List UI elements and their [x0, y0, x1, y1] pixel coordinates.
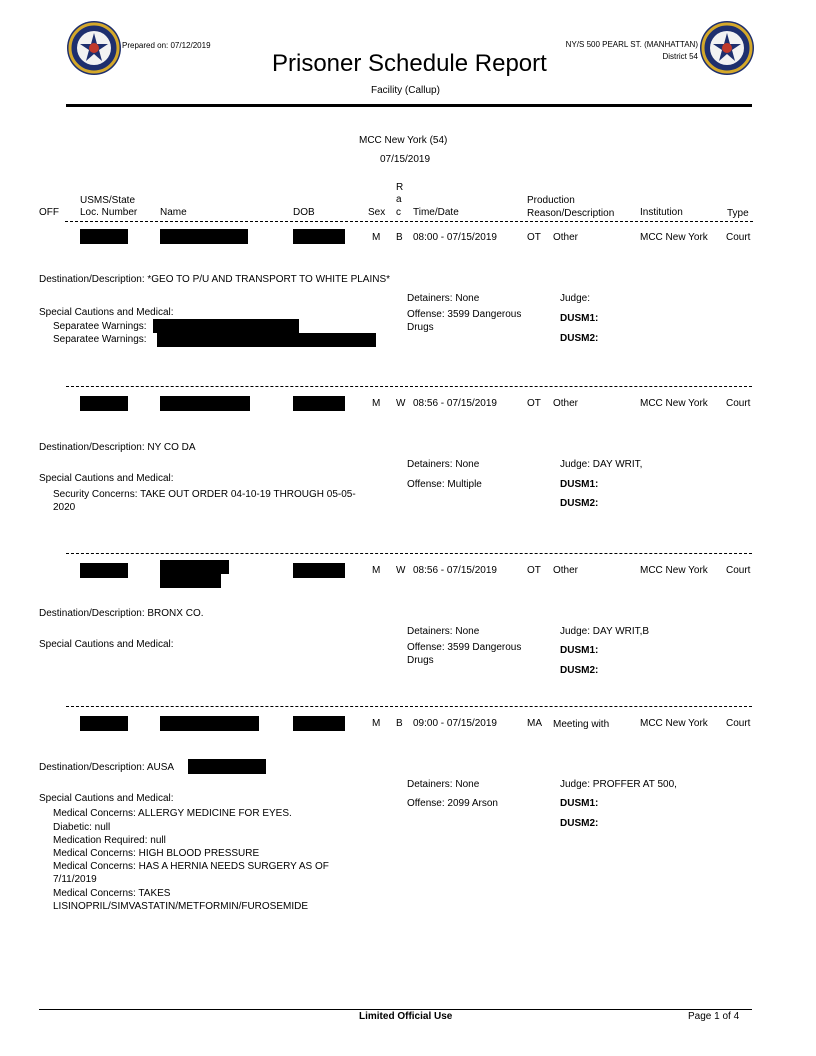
separatee-warnings: Separatee Warnings:: [53, 321, 147, 332]
redacted-loc-number: [80, 716, 128, 731]
redacted-loc-number: [80, 396, 128, 411]
col-race-r: R: [396, 182, 404, 193]
type: Court: [726, 232, 751, 243]
type: Court: [726, 398, 751, 409]
redacted-name: [160, 396, 250, 411]
redacted-dob: [293, 396, 345, 411]
redacted-name: [160, 716, 259, 731]
col-dob: DOB: [293, 207, 315, 218]
report-title: Prisoner Schedule Report: [272, 50, 547, 77]
redacted-ausa-name: [188, 759, 266, 774]
dusm1-label: DUSM1:: [560, 645, 599, 656]
redacted-loc-number: [80, 229, 128, 244]
offense-continued: Drugs: [407, 322, 434, 333]
race: B: [396, 232, 403, 243]
judge: Judge:: [560, 293, 591, 304]
reason: Other: [553, 398, 579, 409]
col-race-a: a: [396, 194, 402, 205]
dusm2-label: DUSM2:: [560, 818, 599, 829]
special-cautions-label: Special Cautions and Medical:: [39, 639, 174, 650]
facility-name: MCC New York (54): [359, 135, 448, 146]
redacted-separatee-2: [157, 333, 376, 347]
medical-concern-continued: 7/11/2019: [53, 874, 97, 885]
type: Court: [726, 565, 751, 576]
medical-concern: Medical Concerns: HIGH BLOOD PRESSURE: [53, 848, 260, 859]
col-loc-number: Loc. Number: [80, 207, 138, 218]
redacted-name: [160, 229, 248, 244]
col-institution: Institution: [640, 207, 683, 218]
medical-concern: Medical Concerns: HAS A HERNIA NEEDS SURGERY AS OF: [53, 861, 329, 872]
dusm2-label: DUSM2:: [560, 498, 599, 509]
destination: Destination/Description: BRONX CO.: [39, 608, 204, 619]
special-cautions-label: Special Cautions and Medical:: [39, 793, 174, 804]
office-address: NY/S 500 PEARL ST. (MANHATTAN): [565, 40, 698, 49]
medical-concern-continued: LISINOPRIL/SIMVASTATIN/METFORMIN/FUROSEMIDE: [53, 901, 309, 912]
col-time-date: Time/Date: [413, 207, 459, 218]
special-cautions-label: Special Cautions and Medical:: [39, 307, 174, 318]
col-off: OFF: [39, 207, 59, 218]
reason: Other: [553, 232, 579, 243]
destination: Destination/Description: AUSA: [39, 762, 175, 773]
detainers: Detainers: None: [407, 626, 480, 637]
col-name: Name: [160, 207, 187, 218]
header-divider: [65, 221, 753, 222]
header-rule: [66, 104, 752, 107]
record-divider: [66, 386, 752, 387]
institution: MCC New York: [640, 718, 708, 729]
redacted-dob: [293, 229, 345, 244]
record-divider: [66, 553, 752, 554]
dusm1-label: DUSM1:: [560, 313, 599, 324]
redacted-name: [160, 560, 229, 574]
race: W: [396, 398, 406, 409]
production-code: OT: [527, 398, 541, 409]
production-code: OT: [527, 232, 541, 243]
time-date: 08:56 - 07/15/2019: [413, 398, 497, 409]
prepared-on: Prepared on: 07/12/2019: [122, 41, 211, 50]
institution: MCC New York: [640, 565, 708, 576]
production-code: MA: [527, 718, 542, 729]
diabetic-note: Diabetic: null: [53, 822, 111, 833]
medication-note: Medication Required: null: [53, 835, 166, 846]
redacted-separatee-1: [153, 319, 299, 333]
col-type: Type: [727, 208, 749, 219]
sex: M: [372, 718, 381, 729]
medical-concern: Medical Concerns: ALLERGY MEDICINE FOR EYES.: [53, 808, 292, 819]
usms-seal-left-icon: [66, 20, 122, 76]
type: Court: [726, 718, 751, 729]
dusm1-label: DUSM1:: [560, 479, 599, 490]
production-code: OT: [527, 565, 541, 576]
institution: MCC New York: [640, 232, 708, 243]
medical-concern: Medical Concerns: TAKES: [53, 888, 171, 899]
record-divider: [66, 706, 752, 707]
redacted-dob: [293, 563, 345, 578]
dusm2-label: DUSM2:: [560, 333, 599, 344]
redacted-name-continued: [160, 574, 221, 588]
redacted-dob: [293, 716, 345, 731]
offense: Offense: 3599 Dangerous: [407, 642, 522, 653]
security-concerns-continued: 2020: [53, 502, 76, 513]
col-race-c: c: [396, 207, 401, 218]
offense: Offense: Multiple: [407, 479, 482, 490]
facility-date: 07/15/2019: [380, 154, 431, 165]
race: W: [396, 565, 406, 576]
race: B: [396, 718, 403, 729]
reason: Meeting with: [553, 719, 610, 730]
page-number: Page 1 of 4: [688, 1011, 740, 1022]
detainers: Detainers: None: [407, 779, 480, 790]
security-concerns: Security Concerns: TAKE OUT ORDER 04-10-19 THROUGH 05-05-: [53, 489, 356, 500]
special-cautions-label: Special Cautions and Medical:: [39, 473, 174, 484]
judge: Judge: PROFFER AT 500,: [560, 779, 677, 790]
destination: Destination/Description: NY CO DA: [39, 442, 196, 453]
offense-continued: Drugs: [407, 655, 434, 666]
usms-seal-right-icon: [699, 20, 755, 76]
district-label: District 54: [662, 52, 698, 61]
offense: Offense: 2099 Arson: [407, 798, 498, 809]
judge: Judge: DAY WRIT,B: [560, 626, 650, 637]
judge: Judge: DAY WRIT,: [560, 459, 643, 470]
col-usms: USMS/State: [80, 195, 136, 206]
col-reason: Reason/Description: [527, 208, 615, 219]
reason: Other: [553, 565, 579, 576]
time-date: 09:00 - 07/15/2019: [413, 718, 497, 729]
sex: M: [372, 232, 381, 243]
time-date: 08:56 - 07/15/2019: [413, 565, 497, 576]
offense: Offense: 3599 Dangerous: [407, 309, 522, 320]
footer-rule: [39, 1009, 752, 1010]
col-production: Production: [527, 195, 575, 206]
redacted-loc-number: [80, 563, 128, 578]
time-date: 08:00 - 07/15/2019: [413, 232, 497, 243]
col-sex: Sex: [368, 207, 386, 218]
sex: M: [372, 565, 381, 576]
dusm1-label: DUSM1:: [560, 798, 599, 809]
destination: Destination/Description: *GEO TO P/U AND TRANSPORT TO WHITE PLAINS*: [39, 274, 391, 285]
detainers: Detainers: None: [407, 293, 480, 304]
institution: MCC New York: [640, 398, 708, 409]
sex: M: [372, 398, 381, 409]
footer-classification: Limited Official Use: [359, 1011, 453, 1022]
separatee-warnings: Separatee Warnings:: [53, 334, 147, 345]
dusm2-label: DUSM2:: [560, 665, 599, 676]
report-subtitle: Facility (Callup): [371, 85, 440, 96]
detainers: Detainers: None: [407, 459, 480, 470]
